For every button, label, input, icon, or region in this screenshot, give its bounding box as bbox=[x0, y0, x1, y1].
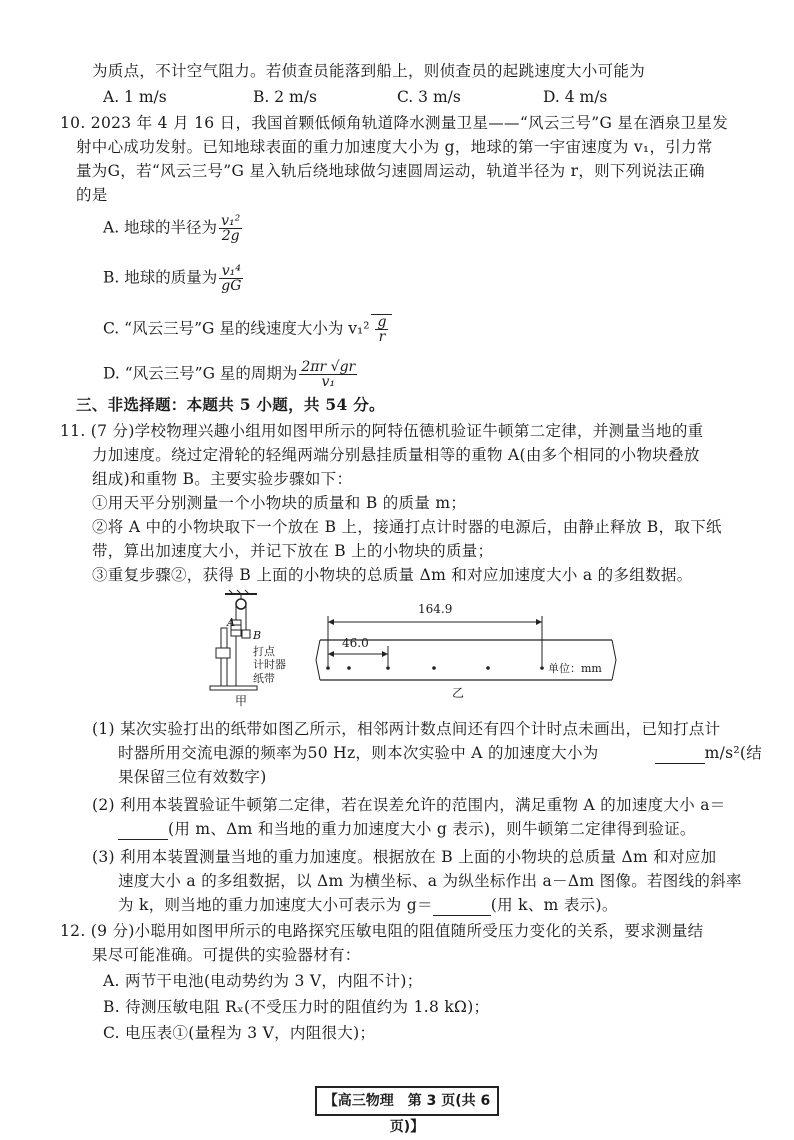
q9-option-b: B. 2 m/s bbox=[253, 88, 317, 106]
q10-line-3: 量为G，若“风云三号”G 星入轨后绕地球做匀速圆周运动，轨道半径为 r，则下列说法正确 bbox=[76, 162, 705, 180]
q11-part-2b-text: (用 m、Δm 和当地的重力加速度大小 g 表示)，则牛顿第二定律得到验证。 bbox=[168, 820, 696, 838]
fig-b-long-measure: 164.9 bbox=[418, 602, 453, 616]
paper-tape-drawing bbox=[312, 604, 632, 704]
q11-step-1: ①用天平分别测量一个小物块的质量和 B 的质量 m； bbox=[92, 494, 467, 512]
q11-part-3a: (3) 利用本装置测量当地的重力加速度。根据放在 B 上面的小物块的总质量 Δm 和对应加 bbox=[92, 848, 717, 866]
q11-part-2a: (2) 利用本装置验证牛顿第二定律，若在误差允许的范围内，满足重物 A 的加速度大小 a＝ bbox=[92, 796, 726, 814]
q10-option-c-text: C. “风云三号”G 星的线速度大小为 v₁² bbox=[103, 319, 370, 338]
q11-part-1c: 果保留三位有效数字) bbox=[118, 768, 267, 786]
q10-option-b-text: B. 地球的质量为 bbox=[103, 268, 218, 287]
page-footer: 【高三物理 第 3 页(共 6 页)】 bbox=[315, 1086, 499, 1116]
fig-a-label-b: B bbox=[253, 629, 262, 642]
figure-atwood-machine bbox=[205, 588, 295, 708]
q10-line-2: 射中心成功发射。已知地球表面的重力加速度大小为 g，地球的第一宇宙速度为 v₁，引力常 bbox=[76, 138, 713, 156]
answer-blank-2[interactable] bbox=[118, 823, 168, 840]
q11-line-1: 11. (7 分)学校物理兴趣小组用如图甲所示的阿特伍德机验证牛顿第二定律，并测量当地的重 bbox=[60, 422, 704, 440]
q10-option-b-denominator: gG bbox=[221, 278, 242, 294]
fig-b-unit: 单位：mm bbox=[548, 662, 602, 675]
q12-item-c: C. 电压表①(量程为 3 V，内阻很大)； bbox=[103, 1024, 376, 1042]
q10-option-a bbox=[103, 214, 244, 243]
q10-line-1: 10. 2023 年 4 月 16 日，我国首颗低倾角轨道降水测量卫星——“风云三号”G 星在酒泉卫星发 bbox=[60, 114, 729, 132]
q11-part-3c-tail: (用 k、m 表示)。 bbox=[490, 896, 618, 914]
figure-paper-tape bbox=[312, 604, 632, 704]
q9-option-a: A. 1 m/s bbox=[103, 88, 167, 106]
q11-part-1a: (1) 某次实验打出的纸带如图乙所示，相邻两计数点间还有四个计时点未画出，已知打点计 bbox=[92, 720, 721, 738]
q12-item-b: B. 待测压敏电阻 Rₓ(不受压力时的阻值约为 1.8 kΩ)； bbox=[103, 998, 490, 1016]
answer-blank-3[interactable] bbox=[433, 899, 491, 916]
q10-option-c bbox=[103, 314, 392, 344]
fig-a-timer-label-2: 计时器 bbox=[253, 658, 286, 671]
q9-option-d: D. 4 m/s bbox=[543, 88, 608, 106]
q10-option-d-text: D. “风云三号”G 星的周期为 bbox=[103, 364, 298, 383]
q9-option-c: C. 3 m/s bbox=[397, 88, 461, 106]
q10-option-c-denominator: r bbox=[378, 329, 386, 345]
q10-option-c-numerator: g bbox=[377, 314, 387, 330]
q10-option-a-numerator: v₁² bbox=[221, 213, 241, 229]
q10-option-b bbox=[103, 264, 245, 293]
fig-a-timer-label-1: 打点 bbox=[253, 645, 275, 658]
q12-line-2: 果尽可能准确。可提供的实验器材有： bbox=[92, 946, 361, 964]
q11-part-1b-unit: m/s²(结 bbox=[704, 744, 763, 762]
q10-option-a-text: A. 地球的半径为 bbox=[103, 218, 218, 237]
answer-blank-1[interactable] bbox=[655, 747, 705, 764]
section-3-heading: 三、非选择题：本题共 5 小题，共 54 分。 bbox=[76, 395, 385, 414]
q12-line-1: 12. (9 分)小聪用如图甲所示的电路探究压敏电阻的阻值随所受压力变化的关系，要求测量结 bbox=[60, 922, 704, 940]
fig-a-tape-label: 纸带 bbox=[253, 672, 275, 685]
q12-item-a: A. 两节干电池(电动势约为 3 V，内阻不计)； bbox=[103, 972, 423, 990]
q10-line-4: 的是 bbox=[76, 186, 108, 204]
fig-a-label-a: A bbox=[227, 616, 235, 629]
q10-option-d-denominator: v₁ bbox=[321, 374, 336, 390]
q11-line-3: 组成)和重物 B。主要实验步骤如下： bbox=[92, 470, 353, 488]
q11-part-2b bbox=[118, 818, 696, 840]
q11-part-3c-text: 为 k，则当地的重力加速度大小可表示为 g＝ bbox=[118, 896, 433, 914]
q9-text-tail: 为质点，不计空气阻力。若侦查员能落到船上，则侦查员的起跳速度大小可能为 bbox=[92, 62, 646, 80]
q11-line-2: 力加速度。绕过定滑轮的轻绳两端分别悬挂质量相等的重物 A(由多个相同的小物块叠放 bbox=[92, 446, 700, 464]
q11-step-3: ③重复步骤②，获得 B 上面的小物块的总质量 Δm 和对应加速度大小 a 的多组数据。 bbox=[92, 566, 693, 584]
fig-a-caption: 甲 bbox=[235, 694, 248, 708]
q11-step-2a: ②将 A 中的小物块取下一个放在 B 上，接通打点计时器的电源后，由静止释放 B，取下纸 bbox=[92, 518, 722, 536]
atwood-machine-drawing bbox=[205, 588, 295, 708]
q11-step-2b: 带，算出加速度大小，并记下放在 B 上的小物块的质量； bbox=[92, 542, 494, 560]
q11-part-1b-text: 时器所用交流电源的频率为50 Hz，则本次实验中 A 的加速度大小为 bbox=[118, 744, 599, 762]
fig-b-caption: 乙 bbox=[452, 686, 465, 700]
q10-option-a-denominator: 2g bbox=[221, 228, 240, 244]
q11-part-3b: 速度大小 a 的多组数据，以 Δm 为横坐标、a 为纵坐标作出 a－Δm 图像。若图线的斜率 bbox=[118, 872, 742, 890]
q10-option-d bbox=[103, 360, 359, 389]
q11-part-1b bbox=[118, 742, 762, 764]
q10-option-b-numerator: v₁⁴ bbox=[219, 264, 243, 279]
fig-b-short-measure: 46.0 bbox=[342, 636, 369, 650]
q10-option-d-numerator: 2πr √gr bbox=[301, 359, 356, 375]
q11-part-3c bbox=[118, 894, 618, 916]
